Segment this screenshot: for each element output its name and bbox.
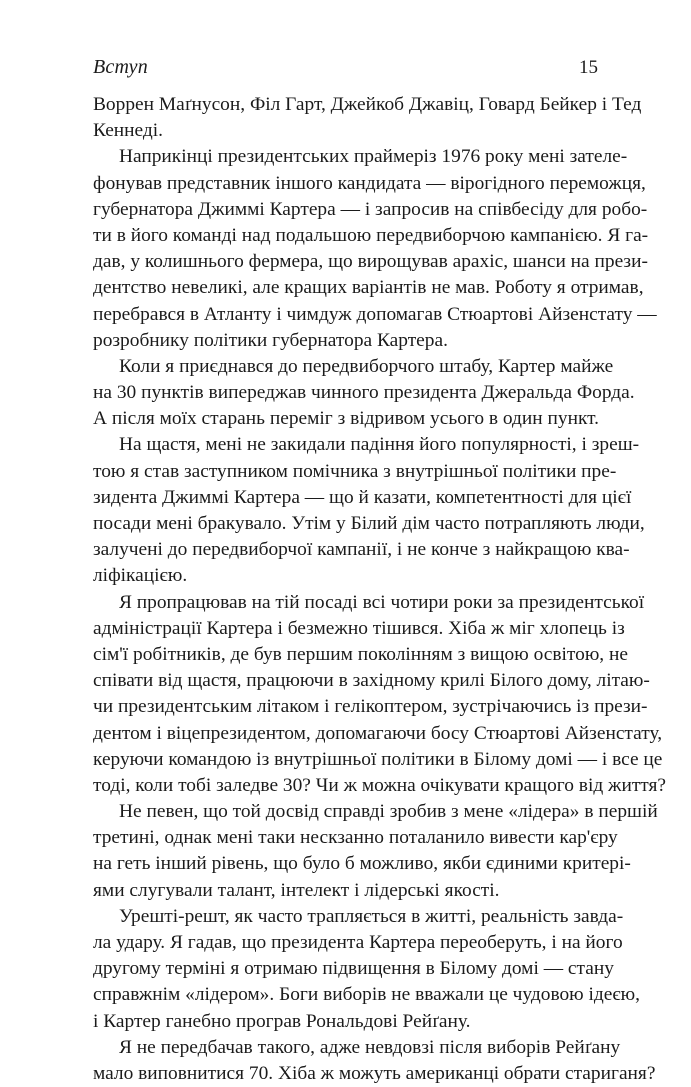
text-line: на 30 пунктів випереджав чинного президента Джеральда Форда. — [93, 382, 635, 404]
text-line: перебрався в Атланту і чимдуж допомагав Стюартові Айзенстату — — [93, 303, 657, 325]
text-line: і Картер ганебно програв Рональдові Рейґану. — [93, 1010, 471, 1032]
text-line: ями слугували талант, інтелект і лідерські якості. — [93, 879, 500, 901]
text-line: Урешті-решт, як часто трапляється в житті, реальність завда- — [119, 905, 624, 927]
text-line: другому терміні я отримаю підвищення в Білому домі — стану — [93, 958, 614, 980]
text-line: губернатора Джиммі Картера — і запросив на співбесіду для робо- — [93, 198, 648, 220]
paragraph — [93, 1035, 656, 1087]
text-line: На щастя, мені не закидали падіння його популярності, і зреш- — [119, 434, 640, 456]
text-line: дентство невеликі, але кращих варіантів не мав. Роботу я отримав, — [93, 277, 644, 299]
text-line: тоді, коли тобі заледве 30? Чи ж можна очікувати кращого від життя? — [93, 774, 667, 796]
text-line: залучені до передвиборчої кампанії, і не конче з найкращою ква- — [93, 539, 630, 561]
text-line: фонував представник іншого кандидата — вірогідного переможця, — [93, 172, 646, 194]
page-number: 15 — [579, 57, 598, 78]
paragraph — [93, 144, 657, 354]
text-line: ти в його команді над подальшою передвиборчою кампанією. Я га- — [93, 224, 649, 246]
text-line: чи президентським літаком і гелікоптером, зустрічаючись із прези- — [93, 696, 648, 718]
paragraph — [93, 354, 635, 433]
text-line: ла удару. Я гадав, що президента Картера переоберуть, і на його — [93, 932, 623, 953]
text-line: тою я став заступником помічника з внутрішньої політики пре- — [93, 460, 617, 482]
paragraph — [93, 904, 641, 1035]
text-line: третині, однак мені таки нескзанно поталанило вивести кар'єру — [93, 827, 618, 849]
text-line: сім'ї робітників, де був першим поколінням з вищою освітою, не — [93, 643, 628, 665]
text-line: справжнім «лідером». Боги виборів не вважали це чудовою ідеєю, — [93, 984, 641, 1006]
text-line: Не певен, що той досвід справді зробив з мене «лідера» в першій — [119, 801, 658, 823]
text-line: Я не передбачав такого, адже невдовзі після виборів Рейґану — [119, 1036, 621, 1058]
running-head: Вступ — [93, 56, 148, 78]
body-text — [93, 92, 667, 1087]
text-line: розробнику політики губернатора Картера. — [93, 329, 448, 351]
text-line: Кеннеді. — [93, 120, 164, 142]
text-line: керуючи командою із внутрішньої політики в Білому домі — і все це — [93, 748, 663, 770]
text-line: дентом і віцепрезидентом, допомагаючи босу Стюартові Айзенстату, — [93, 722, 663, 744]
paragraph — [93, 799, 658, 904]
paragraph — [93, 92, 642, 144]
text-line: зидента Джиммі Картера — що й казати, компетентності для цієї — [93, 486, 632, 508]
paragraph — [93, 432, 645, 589]
text-line: Я пропрацював на тій посаді всі чотири роки за президентської — [119, 591, 645, 613]
paragraph — [93, 590, 667, 800]
text-line: співати від щастя, працюючи в західному крилі Білого дому, літаю- — [93, 670, 650, 692]
text-line: на геть інший рівень, що було б можливо, якби єдиними критері- — [93, 853, 631, 875]
text-line: Воррен Маґнусон, Філ Гарт, Джейкоб Джавіц, Говард Бейкер і Тед — [93, 94, 642, 115]
text-line: А після моїх старань переміг з відривом усього в один пункт. — [93, 408, 599, 430]
text-line: Наприкінці президентських праймеріз 1976 року мені зателе- — [119, 146, 628, 168]
text-line: ліфікацією. — [93, 565, 188, 587]
text-line: дав, у колишнього фермера, що вирощував арахіс, шанси на прези- — [93, 251, 648, 273]
text-line: адміністрації Картера і безмежно тішився. Хіба ж міг хлопець із — [93, 617, 625, 639]
text-line: Коли я приєднався до передвиборчого штабу, Картер майже — [119, 355, 614, 377]
text-line: мало виповнитися 70. Хіба ж можуть американці обрати стариганя? — [93, 1062, 656, 1084]
text-line: посади мені бракувало. Утім у Білий дім часто потрапляють люди, — [93, 513, 645, 534]
